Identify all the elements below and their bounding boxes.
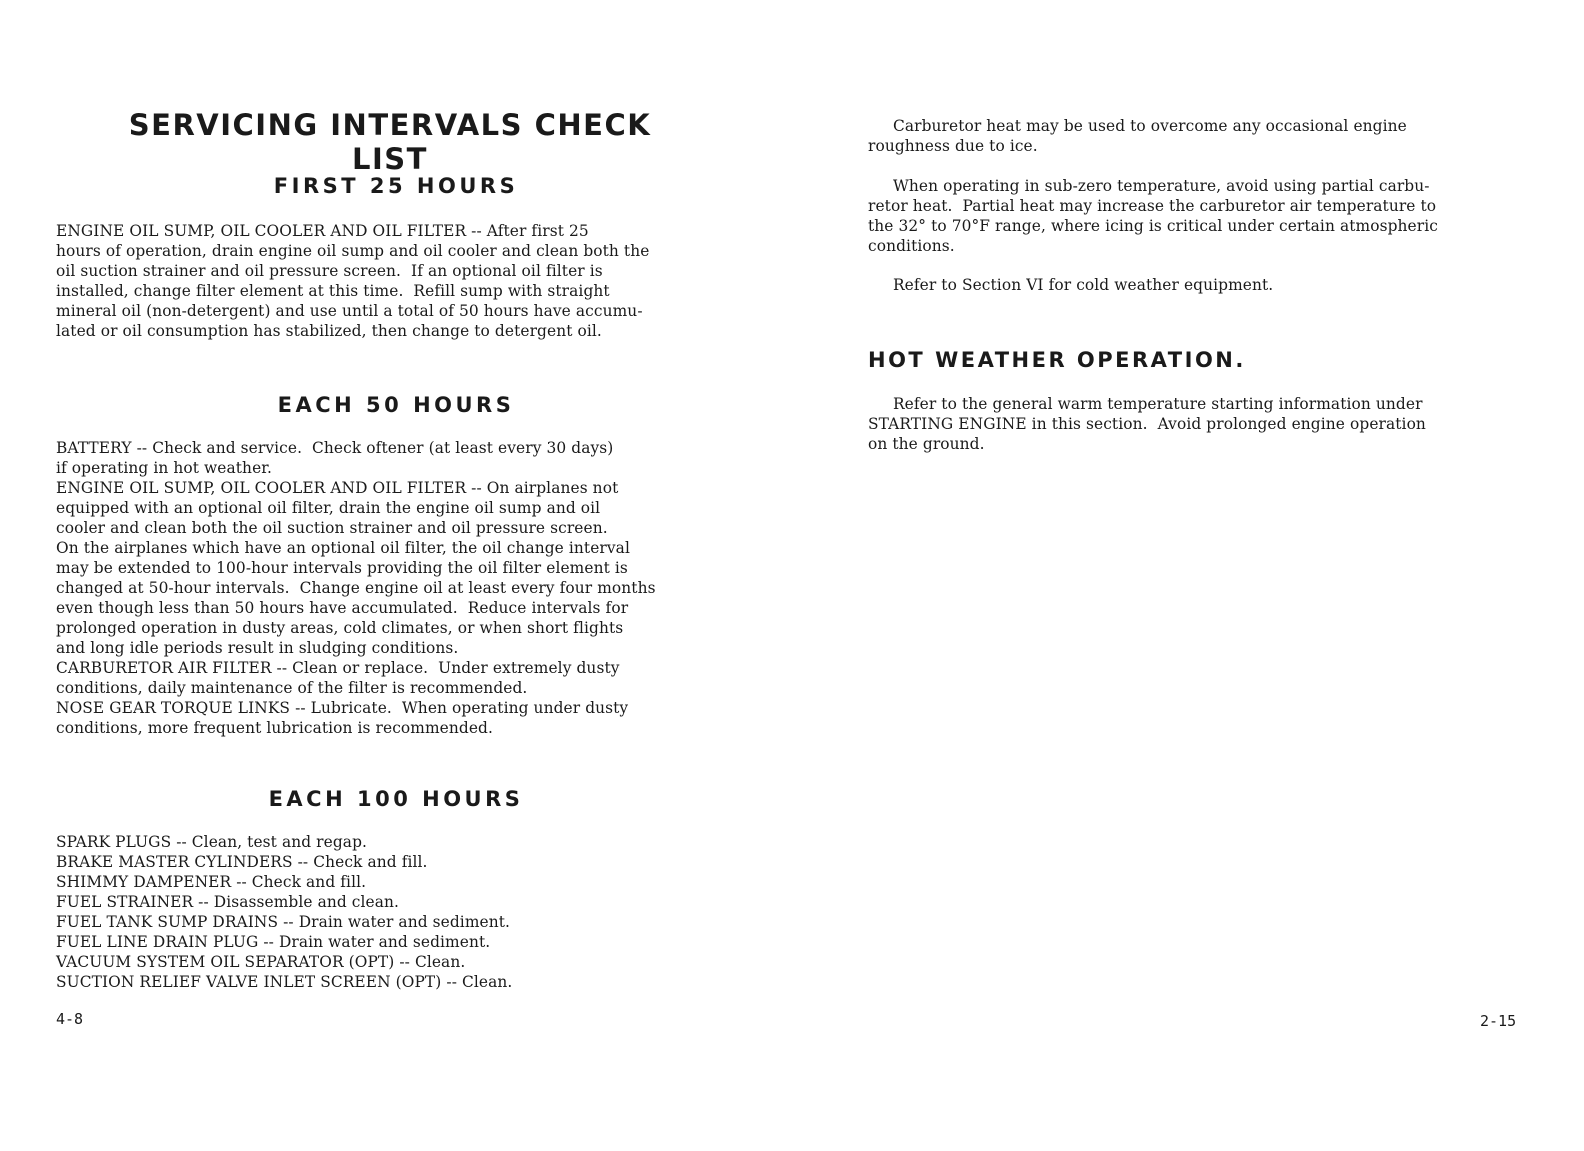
page-number-left: 4-8 [56, 1010, 84, 1028]
paragraph-sub-zero: When operating in sub-zero temperature, avoid using partial carbu- retor heat. Partial heat may increase the carburetor air temperature to the 32° to 70°F range, where icing is critical under certain atmospheric conditions. [868, 177, 1438, 255]
section-heading-first-25-hours: FIRST 25 HOURS [273, 174, 519, 198]
section-text-each-50-hours: BATTERY -- Check and service. Check oftener (at least every 30 days) if operating in hot weather. ENGINE OIL SUMP, OIL COOLER AND OIL FILTER -- On airplanes not equipped with an optional oil filter, drain the engine oil sump and oil cooler and clean both the oil suction strainer and oil pressure screen. On the airplanes which have an optional oil filter, the oil change interval may be extended to 100-hour intervals providing the oil filter element is changed at 50-hour intervals. Change engine oil at least every four months even though less than 50 hours have accumulated. Reduce intervals for prolonged operation in dusty areas, cold climates, or when short flights and long idle periods result in sludging conditions. CARBURETOR AIR FILTER -- Clean or replace. Under extremely dusty conditions, daily maintenance of the filter is recommended. NOSE GEAR TORQUE LINKS -- Lubricate. When operating under dusty conditions, more frequent lubrication is recommended. [56, 439, 656, 737]
paragraph-carburetor-heat: Carburetor heat may be used to overcome any occasional engine roughness due to ice. [868, 117, 1407, 155]
paragraph-cold-weather-equipment: Refer to Section VI for cold weather equipment. [868, 276, 1274, 294]
section-heading-each-50-hours: EACH 50 HOURS [277, 393, 515, 417]
section-heading-hot-weather: HOT WEATHER OPERATION. [868, 348, 1246, 372]
section-text-first-25-hours: ENGINE OIL SUMP, OIL COOLER AND OIL FILTER -- After first 25 hours of operation, drain engine oil sump and oil cooler and clean both the oil suction strainer and oil pressure screen. If an optional oil filter is installed, change filter element at this time. Refill sump with straight mineral oil (non-detergent) and use until a total of 50 hours have accumu- lated or oil consumption has stabilized, then change to detergent oil. [56, 222, 650, 340]
page-title: SERVICING INTERVALS CHECK LIST [128, 108, 652, 176]
page-number-right: 2-15 [1480, 1012, 1517, 1030]
section-heading-each-100-hours: EACH 100 HOURS [268, 787, 524, 811]
paragraph-hot-weather: Refer to the general warm temperature starting information under STARTING ENGINE in this section. Avoid prolonged engine operation on the ground. [868, 395, 1426, 453]
section-text-each-100-hours: SPARK PLUGS -- Clean, test and regap. BRAKE MASTER CYLINDERS -- Check and fill. SHIMMY DAMPENER -- Check and fill. FUEL STRAINER -- Disassemble and clean. FUEL TANK SUMP DRAINS -- Drain water and sediment. FUEL LINE DRAIN PLUG -- Drain water and sediment. VACUUM SYSTEM OIL SEPARATOR (OPT) -- Clean. SUCTION RELIEF VALVE INLET SCREEN (OPT) -- Clean. [56, 833, 513, 991]
